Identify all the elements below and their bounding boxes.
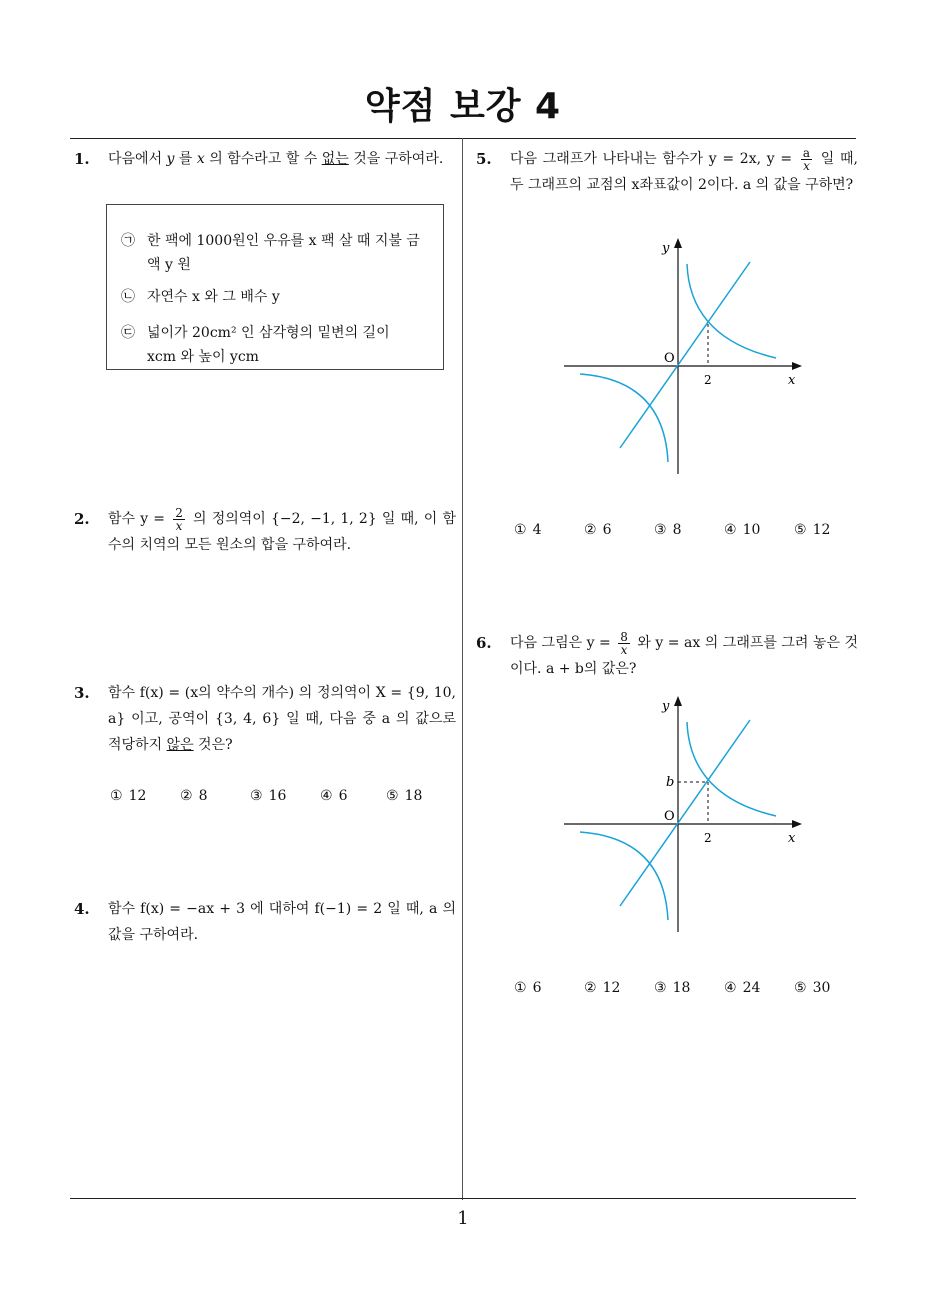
choice-mark: ① [514,522,527,538]
choice-mark: ⑤ [794,522,807,538]
axis-label-y: y [662,241,670,256]
choice-mark: ③ [250,788,263,804]
problem-number: 5. [476,150,492,168]
choice-mark: ⑤ [794,980,807,996]
item-text: 넓이가 20cm² 인 삼각형의 밑변의 길이 xcm 와 높이 ycm [147,325,390,365]
choice-value: 6 [338,788,348,804]
problem-5 [476,146,858,198]
problem-number: 4. [74,900,90,918]
text-segment: 함수 y = [108,511,171,527]
fraction-denominator: x [620,642,628,657]
text-segment: 의 함수라고 할 수 [204,151,322,167]
text-segment: 다음에서 [108,151,167,167]
fraction [173,507,185,532]
choice-value: 16 [268,788,287,804]
text-segment: 와 y = ax 의 그래프를 그려 놓은 것이다. a + b의 값은? [510,635,858,677]
problem-1 [74,146,456,172]
choice-3[interactable] [654,980,690,996]
choice-value: 8 [198,788,208,804]
var-y: y [166,151,175,167]
hyperbola-branch-q1 [687,264,776,358]
choice-mark: ① [514,980,527,996]
hyperbola-branch-q1 [687,722,776,816]
choice-mark: ② [584,522,597,538]
axis-label-x: x [788,373,796,388]
choice-1[interactable] [514,522,541,538]
choice-value: 8 [672,522,682,538]
fraction-numerator: 8 [620,629,628,644]
problem-text [510,630,858,682]
item-mark: ㉢ [121,325,135,341]
axis-label-y: y [662,699,670,714]
choice-3[interactable] [250,788,286,804]
problem-number: 3. [74,684,90,702]
choice-4[interactable] [320,788,347,804]
item-text: 자연수 x 와 그 배수 y [147,289,280,305]
choice-mark: ② [584,980,597,996]
underlined-word: 없는 [321,151,349,167]
choice-mark: ④ [724,522,737,538]
choice-mark: ③ [654,980,667,996]
origin-label: O [664,809,675,824]
problem-number: 6. [476,634,492,652]
choice-5[interactable] [794,980,830,996]
problem-text [108,146,456,172]
problem-6 [476,630,858,682]
choice-value: 30 [812,980,831,996]
text-segment: 를 [174,151,197,167]
choice-3[interactable] [654,522,681,538]
tick-label-y: b [666,775,675,790]
choice-mark: ③ [654,522,667,538]
tick-label-x: 2 [704,831,712,845]
bottom-rule [70,1198,856,1199]
box-item [121,285,421,309]
item-text: 한 팩에 1000원인 우유를 x 팩 살 때 지불 금액 y 원 [147,233,420,273]
problem-number: 2. [74,510,90,528]
item-mark: ㉡ [121,289,135,305]
top-rule [70,138,856,139]
text-segment: 다음 그림은 y = [510,635,616,651]
choice-value: 12 [812,522,831,538]
box-item [121,229,421,277]
var-x: x [196,151,205,167]
problem-text [510,146,858,198]
choice-mark: ④ [320,788,333,804]
choice-value: 24 [742,980,761,996]
fraction-numerator: 2 [175,505,183,520]
choice-2[interactable] [180,788,207,804]
problem-2 [74,506,456,558]
hyperbola-branch-q3 [580,832,668,920]
choice-2[interactable] [584,522,611,538]
problem-text [108,506,456,558]
choice-5[interactable] [794,522,830,538]
choice-mark: ① [110,788,123,804]
hyperbola-branch-q3 [580,374,668,462]
fraction [618,631,630,656]
text-segment: 것은? [193,737,233,753]
box-item [121,321,421,369]
answer-choices [514,522,854,542]
choice-value: 6 [532,980,542,996]
item-mark: ㉠ [121,233,135,249]
choice-1[interactable] [514,980,541,996]
text-segment: 일 때, 두 그래프의 교점의 x좌표값이 2이다. a 의 값을 구하면? [510,151,858,193]
choice-value: 4 [532,522,542,538]
fraction [801,147,812,172]
answer-choices [514,980,854,1000]
problem-3 [74,680,456,758]
choice-5[interactable] [386,788,422,804]
choice-value: 10 [742,522,761,538]
page-number: 1 [457,1208,469,1229]
text-segment: 것을 구하여라. [348,151,444,167]
choice-2[interactable] [584,980,620,996]
column-divider [462,138,463,1200]
text-segment: 의 정의역이 {−2, −1, 1, 2} 일 때, 이 함수의 치역의 모든 원소의 합을 구하여라. [108,511,456,553]
text-segment: 함수 f(x) = (x의 약수의 개수) 의 정의역이 X = {9, 10, a} 이고, 공역이 {3, 4, 6} 일 때, 다음 중 a 의 값으로 적당하지 [108,685,456,753]
y-axis-arrow-icon [674,238,682,248]
choice-mark: ④ [724,980,737,996]
choice-mark: ⑤ [386,788,399,804]
answer-choices [110,788,450,808]
x-axis-arrow-icon [792,362,802,370]
choice-4[interactable] [724,980,760,996]
line-y-ax [620,720,750,906]
choice-value: 18 [672,980,691,996]
choice-mark: ② [180,788,193,804]
problem-text [108,680,456,758]
text-segment: 다음 그래프가 나타내는 함수가 y = 2x, y = [510,151,798,167]
tick-label-x: 2 [704,373,712,387]
fraction-denominator: x [175,518,183,533]
fraction-denominator: x [803,158,810,173]
page-title: 약점 보강 4 [364,86,562,127]
underlined-word: 않은 [166,737,194,753]
problem-number: 1. [74,150,90,168]
graph-problem-5 [556,232,806,478]
problem-text: 함수 f(x) = −ax + 3 에 대하여 f(−1) = 2 일 때, a 의 값을 구하여라. [108,901,456,943]
origin-label: O [664,351,675,366]
condition-box [106,204,444,370]
choice-value: 12 [128,788,147,804]
choice-value: 6 [602,522,612,538]
choice-value: 12 [602,980,621,996]
graph-problem-6 [556,690,806,936]
fraction-numerator: a [802,145,811,160]
choice-1[interactable] [110,788,146,804]
choice-4[interactable] [724,522,760,538]
choice-value: 18 [404,788,423,804]
axis-label-x: x [788,831,796,846]
line-y-2x [620,262,750,448]
x-axis-arrow-icon [792,820,802,828]
problem-4 [74,896,456,948]
y-axis-arrow-icon [674,696,682,706]
